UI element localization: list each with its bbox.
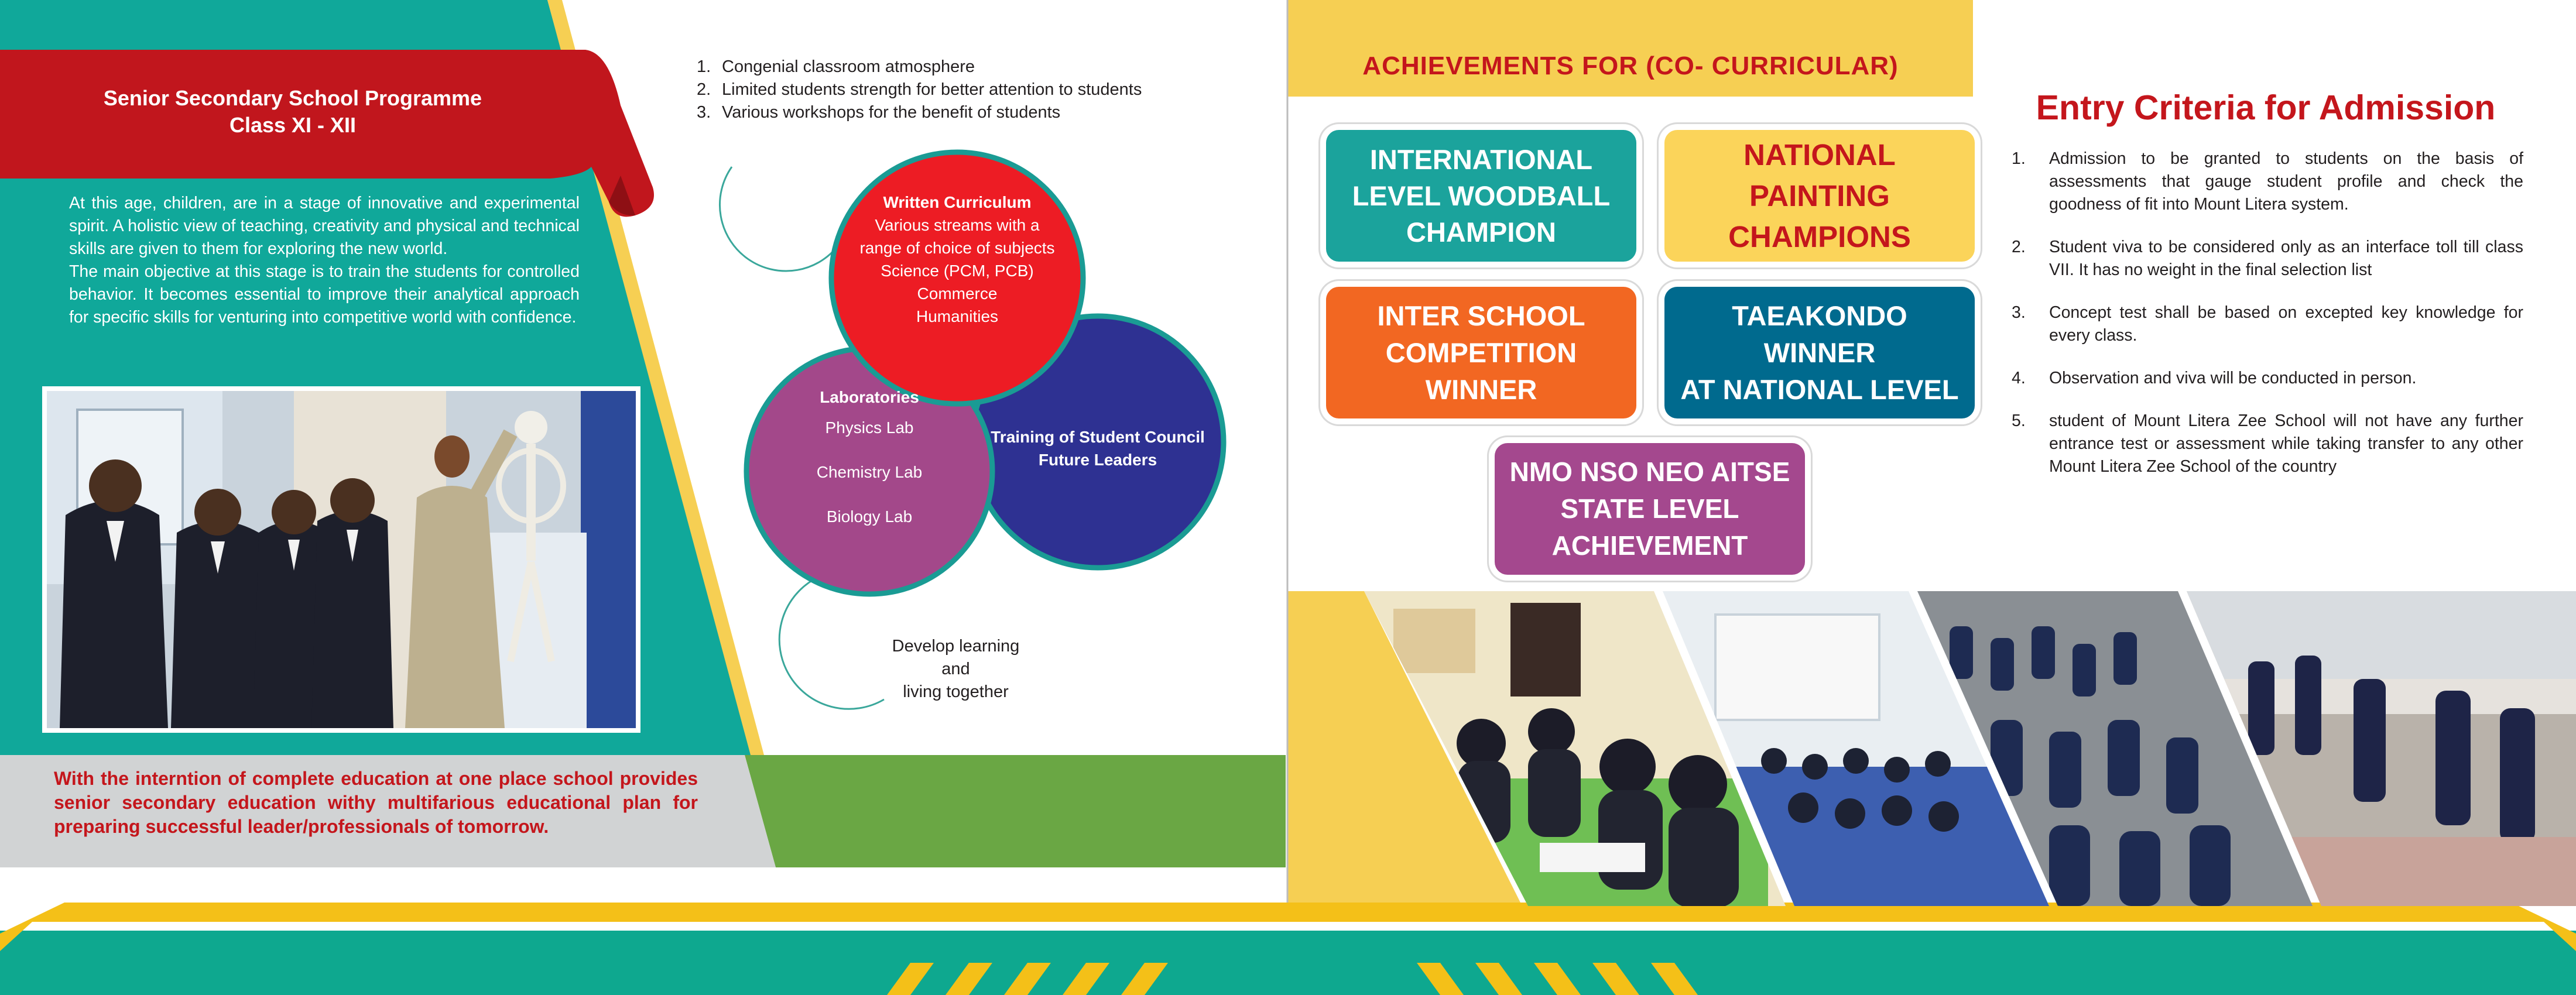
tile-line: INTER SCHOOL [1377, 300, 1585, 331]
tile-line: AT NATIONAL LEVEL [1680, 374, 1959, 405]
programme-heading [64, 85, 521, 139]
list-text: Various workshops for the benefit of students [722, 103, 1061, 122]
circle-line: Future Leaders [1038, 451, 1157, 469]
list-item [2008, 367, 2523, 390]
achievement-tile-inter-school [1326, 287, 1636, 418]
tile-line: CHAMPION [1406, 216, 1556, 248]
caption-line: living together [903, 682, 1009, 701]
facilities-list [691, 56, 1147, 124]
laboratories-text [782, 386, 957, 528]
written-curriculum-text [843, 191, 1071, 328]
entry-criteria-list [2008, 147, 2523, 498]
caption-line: Develop learning [892, 637, 1020, 656]
students-photo-collage [1288, 591, 2576, 906]
tile-line: INTERNATIONAL [1369, 143, 1593, 175]
achievement-tile-taekwondo [1664, 287, 1975, 418]
list-item [691, 56, 1147, 78]
intro-text [69, 192, 580, 329]
right-yellow-header [1288, 0, 1973, 97]
left-green-band [745, 755, 1286, 867]
list-number: 2. [2012, 238, 2026, 256]
circle-line: Commerce [917, 284, 998, 303]
list-text: Concept test shall be based on excepted key knowledge for every class. [2049, 303, 2523, 345]
tile-line: STATE LEVEL [1560, 493, 1739, 524]
written-curriculum-heading: Written Curriculum [883, 193, 1032, 211]
tile-line: COMPETITION [1385, 337, 1577, 368]
tile-line: NMO NSO NEO AITSE [1509, 457, 1790, 487]
list-number: 4. [2012, 369, 2026, 387]
achievement-tile-painting [1664, 130, 1975, 262]
connector-arc-top [720, 167, 840, 271]
tile-line: WINNER [1425, 374, 1537, 405]
list-text: Student viva to be considered only as an interface toll till class VII. It has no weight in the final selection list [2049, 238, 2523, 279]
tile-line: LEVEL WOODBALL [1352, 180, 1611, 211]
intro-paragraph: The main objective at this stage is to train the students for controlled behavior. It becomes essential to improve their analytical approach for specific skills for venturing into competitive world with confidence. [69, 262, 580, 327]
list-number: 1. [697, 57, 711, 76]
programme-class: Class XI - XII [229, 113, 357, 137]
lab-item: Physics Lab [825, 418, 914, 437]
lab-item: Biology Lab [826, 507, 913, 526]
list-number: 3. [2012, 303, 2026, 322]
list-text: Observation and viva will be conducted in person. [2049, 369, 2417, 387]
tile-line: ACHIEVEMENT [1551, 530, 1748, 561]
achievement-tile-woodball [1326, 130, 1636, 262]
list-number: 2. [697, 80, 711, 99]
training-council-text [975, 426, 1221, 471]
list-item [691, 101, 1147, 124]
entry-criteria-title: Entry Criteria for Admission [2036, 88, 2496, 127]
tile-line: WINNER [1763, 337, 1876, 368]
develop-learning-caption [858, 635, 1054, 704]
list-item [691, 78, 1147, 101]
achievements-title: ACHIEVEMENTS FOR (CO- CURRICULAR) [1362, 52, 1899, 80]
achievement-tile-olympiad [1495, 443, 1805, 575]
laboratories-heading: Laboratories [820, 388, 919, 406]
circle-line: Various streams with a [875, 216, 1040, 234]
list-text: Congenial classroom atmosphere [722, 57, 975, 76]
caption-line: and [941, 660, 970, 678]
list-text: Admission to be granted to students on the basis of assessments that gauge student profile and check the goodness of fit into Mount Litera system. [2049, 149, 2523, 214]
bottom-teal-band [0, 931, 2576, 995]
closing-statement: With the interntion of complete education at one place school provides senior secondary education withy multifarious educational plan for preparing successful leader/professionals of tomorrow. [54, 768, 698, 837]
circle-line: Science (PCM, PCB) [881, 262, 1034, 280]
list-number: 3. [697, 103, 711, 122]
tile-line: CHAMPIONS [1728, 219, 1911, 253]
list-number: 1. [2012, 149, 2026, 168]
list-item [2008, 410, 2523, 478]
classroom-skeleton-photo [42, 386, 640, 733]
intro-paragraph: At this age, children, are in a stage of innovative and experimental spirit. A holistic view of teaching, creativity and physical and technical skills are given to them for exploring the new world. [69, 194, 580, 258]
circle-line: Training of Student Council [991, 428, 1205, 446]
list-text: student of Mount Litera Zee School will not have any further entrance test or assessment while taking transfer to any other Mount Litera Zee School of the country [2049, 411, 2523, 476]
list-item [2008, 236, 2523, 282]
list-item [2008, 301, 2523, 347]
circle-line: range of choice of subjects [859, 239, 1055, 257]
tile-line: NATIONAL [1743, 138, 1896, 171]
list-number: 5. [2012, 411, 2026, 430]
list-item [2008, 147, 2523, 216]
circle-line: Humanities [916, 307, 999, 325]
tile-line: PAINTING [1749, 179, 1890, 212]
tile-line: TAEAKONDO [1732, 300, 1907, 331]
lab-item: Chemistry Lab [816, 463, 923, 481]
list-text: Limited students strength for better attention to students [722, 80, 1142, 99]
programme-title: Senior Secondary School Programme [103, 86, 482, 110]
